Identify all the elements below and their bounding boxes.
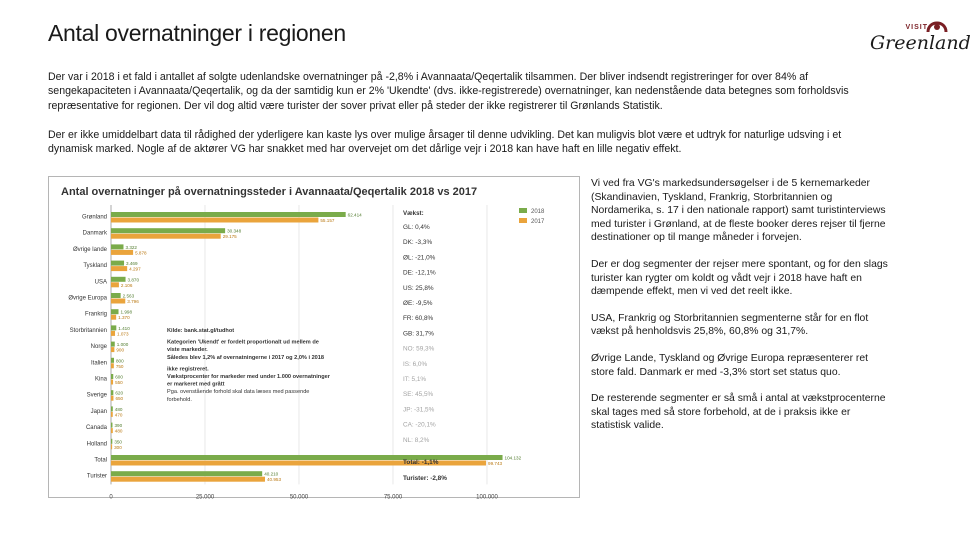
bar-value-label: 1.410 — [118, 325, 130, 331]
bar-value-label: 1.998 — [120, 309, 133, 315]
category-label: Danmark — [82, 230, 107, 237]
growth-value: Turister: -2,8% — [403, 475, 447, 483]
bar-2017-grønland — [111, 218, 318, 223]
category-label: Total — [94, 457, 107, 464]
bar-value-label: 350 — [114, 439, 122, 445]
bar-value-label: 650 — [115, 396, 124, 402]
bar-value-label: 99.743 — [488, 461, 503, 466]
category-label: Canada — [85, 425, 107, 432]
bar-2018-italien — [111, 358, 114, 363]
bar-2018-total — [111, 455, 503, 460]
category-label: Grønland — [81, 214, 107, 221]
bar-2018-frankrig — [111, 309, 119, 314]
bar-2017-japan — [111, 412, 113, 417]
overnight-stays-chart — [48, 176, 580, 501]
bar-2017-kina — [111, 380, 113, 385]
bar-value-label: 550 — [115, 380, 123, 385]
growth-value: Total: -1,1% — [403, 459, 439, 466]
bar-2017-sverige — [111, 396, 113, 401]
category-label: Japan — [90, 408, 107, 415]
bar-value-label: 620 — [115, 390, 124, 396]
intro-paragraph-2: Der er ikke umiddelbart data til rådighed der yderligere kan kaste lys over mulige årsager til denne udvikling. Det kan muligvis blot være et udtryk for naturlige udsving i et dynamisk marked. Nogle af de aktører VG har snakket med har overvejet om det dårlige vejr i 2018 kan have haft en lille negativ effekt. — [48, 129, 842, 156]
annotation-line: Således blev 1,2% af overnatningerne i 2017 og 2,0% i 2018 — [167, 354, 325, 361]
category-label: Tyskland — [83, 263, 107, 270]
bar-2017-turister — [111, 477, 265, 482]
bar-2018-japan — [111, 406, 113, 411]
legend-label-2018: 2018 — [531, 209, 545, 215]
bar-2017-usa — [111, 282, 119, 287]
bar-value-label: 40.953 — [266, 477, 282, 483]
growth-value: US: 25,8% — [403, 284, 434, 292]
growth-value: GL: 0,4% — [403, 224, 430, 231]
side-paragraph-5: De resterende segmenter er så små i antal at vækstprocenterne skal tages med så store forbehold, at de i praksis ikke er statistisk valide. — [591, 393, 886, 432]
bar-value-label: 300 — [114, 444, 122, 450]
bar-2017-canada — [111, 428, 113, 433]
bar-value-label: 2.106 — [120, 282, 133, 288]
bar-value-label: 1.000 — [116, 342, 129, 348]
annotation-line: Kategorien 'Ukendt' er fordelt proportionalt ud mellem de — [167, 339, 319, 346]
legend-label-2017: 2017 — [531, 219, 545, 225]
bar-2017-norge — [111, 347, 114, 352]
annotation-line: Kilde: bank.stat.gl/tudhot — [167, 328, 235, 334]
chart-title: Antal overnatninger på overnatningssteder i Avannaata/Qeqertalik 2018 vs 2017 — [61, 186, 478, 198]
bar-2018-holland — [111, 439, 112, 444]
logo-visit-text: VISIT — [905, 24, 928, 31]
bar-value-label: 900 — [116, 347, 125, 353]
bar-2018-storbritannien — [111, 325, 116, 330]
bar-value-label: 3.870 — [127, 277, 140, 283]
logo-script-text: Greenland — [870, 32, 971, 54]
bar-2018-grønland — [111, 212, 346, 217]
bar-value-label: 470 — [114, 412, 123, 418]
bar-value-label: 3.469 — [126, 261, 138, 267]
category-label: Norge — [90, 344, 107, 351]
growth-value: JP: -31,5% — [403, 406, 435, 414]
legend-swatch-2018 — [519, 208, 527, 213]
bar-2017-danmark — [111, 234, 221, 239]
growth-value: DK: -3,3% — [403, 239, 433, 247]
category-label: Øvrige lande — [72, 246, 107, 253]
category-label: USA — [94, 279, 107, 286]
annotation-line: Pga. ovenstående forhold skal data læses med passende — [167, 389, 310, 396]
growth-value: ØL: -21,0% — [403, 254, 436, 262]
annotation-line: er markeret med grått — [167, 381, 225, 388]
side-paragraph-1: Vi ved fra VG's markedsundersøgelser i de 5 kernemarkeder (Skandinavien, Tyskland, Frankrig, Storbritannien og Nordamerika, s. 17 i den nationale rapport) samt turistinterviews med turister i Grønland, at de fleste booker deres rejser til fjerne destinationer op til mange måneder i forvejen. — [591, 178, 886, 244]
side-paragraph-3: USA, Frankrig og Storbritannien segmenterne står for en flot vækst på henholdsvis 25,8%, 60,8% og 31,7%. — [591, 312, 869, 338]
growth-value: NO: 59,3% — [403, 345, 435, 353]
growth-value: ØE: -9,5% — [403, 300, 433, 307]
bar-2018-tyskland — [111, 261, 124, 266]
x-tick-label: 0 — [109, 494, 113, 501]
category-label: Holland — [86, 441, 107, 448]
growth-value: FR: 60,8% — [403, 315, 434, 323]
page-title: Antal overnatninger i regionen — [48, 20, 346, 46]
bar-value-label: 480 — [114, 428, 123, 434]
bar-2018-danmark — [111, 228, 225, 233]
growth-value: SE: 45,5% — [403, 391, 434, 399]
annotation-line: ikke registreret. — [167, 366, 209, 373]
bar-value-label: 5.878 — [135, 250, 147, 256]
bar-value-label: 30.348 — [227, 228, 242, 234]
x-tick-label: 50.000 — [289, 494, 309, 501]
visit-greenland-logo[interactable] — [870, 14, 971, 56]
bar-value-label: 104.132 — [504, 455, 522, 461]
category-label: Sverige — [86, 392, 107, 399]
annotation-line: viste markeder. — [167, 347, 208, 354]
bar-2018-turister — [111, 471, 262, 476]
category-label: Storbritannien — [69, 327, 107, 334]
growth-value: CA: -20,1% — [403, 421, 436, 429]
bar-2018-usa — [111, 277, 126, 282]
growth-value: IT: 5,1% — [403, 376, 427, 383]
growth-header: Vækst: — [403, 210, 424, 217]
bar-value-label: 390 — [114, 423, 123, 429]
growth-value: GB: 31,7% — [403, 330, 434, 338]
bar-value-label: 800 — [116, 358, 124, 364]
bar-value-label: 40.210 — [264, 471, 279, 477]
growth-value: IS: 6,0% — [403, 360, 428, 368]
bar-value-label: 62.414 — [347, 212, 362, 218]
bar-2018-sverige — [111, 390, 113, 395]
bar-2018-kina — [111, 374, 113, 379]
annotation-line: Vækstprocenter for markeder med under 1.000 overnatninger — [167, 374, 330, 380]
bar-2017-storbritannien — [111, 331, 115, 336]
bar-value-label: 750 — [115, 363, 124, 369]
bar-value-label: 2.563 — [122, 293, 135, 299]
side-paragraph-4: Øvrige Lande, Tyskland og Øvrige Europa repræsenterer ret store fald. Danmark er med -3,3% stort set status quo. — [591, 352, 869, 378]
bar-value-label: 29.175 — [222, 234, 237, 240]
x-tick-label: 25.000 — [195, 494, 215, 501]
intro-paragraph-1: Der var i 2018 i et fald i antallet af solgte udenlandske overnatninger på -2,8% i Avannaata/Qeqertalik tilsammen. Der bliver indsendt registreringer for over 84% af sengekapaciteten i Avannaata/Qeqertalik, og da der samtidig kun er 2% 'Ukendte' (dvs. ikke-registrerede) overnatninger, kan nedenstående data betegnes som forholdsvis repræsentative for regionen. Der vil dog altid være turister der sover privat eller på steder der ikke registrerer til Grønlands Statistik. — [48, 71, 849, 112]
bar-value-label: 3.796 — [127, 299, 139, 304]
growth-value: DE: -12,1% — [403, 269, 436, 277]
side-paragraph-2: Der er dog segmenter der rejser mere spontant, og for den slags turister kan rygter om koldt og vådt vejr i 2018 have haft en dæmpende effekt, men vi ved det reelt ikke. — [591, 258, 888, 298]
annotation-line: forbehold. — [167, 396, 192, 403]
category-label: Frankrig — [84, 311, 107, 318]
growth-value: NL: 8,2% — [403, 436, 430, 444]
legend-swatch-2017 — [519, 218, 527, 223]
bar-value-label: 4.297 — [129, 266, 141, 272]
bar-value-label: 3.322 — [125, 244, 137, 250]
category-label: Kina — [94, 376, 107, 383]
bar-2018-norge — [111, 342, 115, 347]
bar-2017-tyskland — [111, 266, 127, 271]
bar-2017-øvrige-lande — [111, 250, 133, 255]
side-commentary — [591, 177, 891, 446]
bar-2018-øvrige-europa — [111, 293, 121, 298]
bar-value-label: 55.157 — [320, 218, 335, 223]
bar-2017-frankrig — [111, 315, 116, 320]
bar-2018-øvrige-lande — [111, 244, 123, 249]
bar-2018-canada — [111, 423, 112, 428]
bar-value-label: 600 — [115, 374, 123, 380]
bar-value-label: 480 — [114, 406, 123, 412]
bar-2017-holland — [111, 444, 112, 449]
bar-2017-italien — [111, 363, 114, 368]
bar-value-label: 1.073 — [117, 331, 129, 337]
x-tick-label: 75.000 — [383, 494, 403, 501]
chart-svg — [49, 177, 579, 501]
bar-value-label: 1.370 — [118, 315, 130, 321]
category-label: Italien — [90, 360, 107, 367]
category-label: Øvrige Europa — [68, 295, 107, 302]
bar-2017-øvrige-europa — [111, 299, 125, 304]
category-label: Turister — [86, 473, 107, 480]
x-tick-label: 100.000 — [476, 494, 498, 501]
